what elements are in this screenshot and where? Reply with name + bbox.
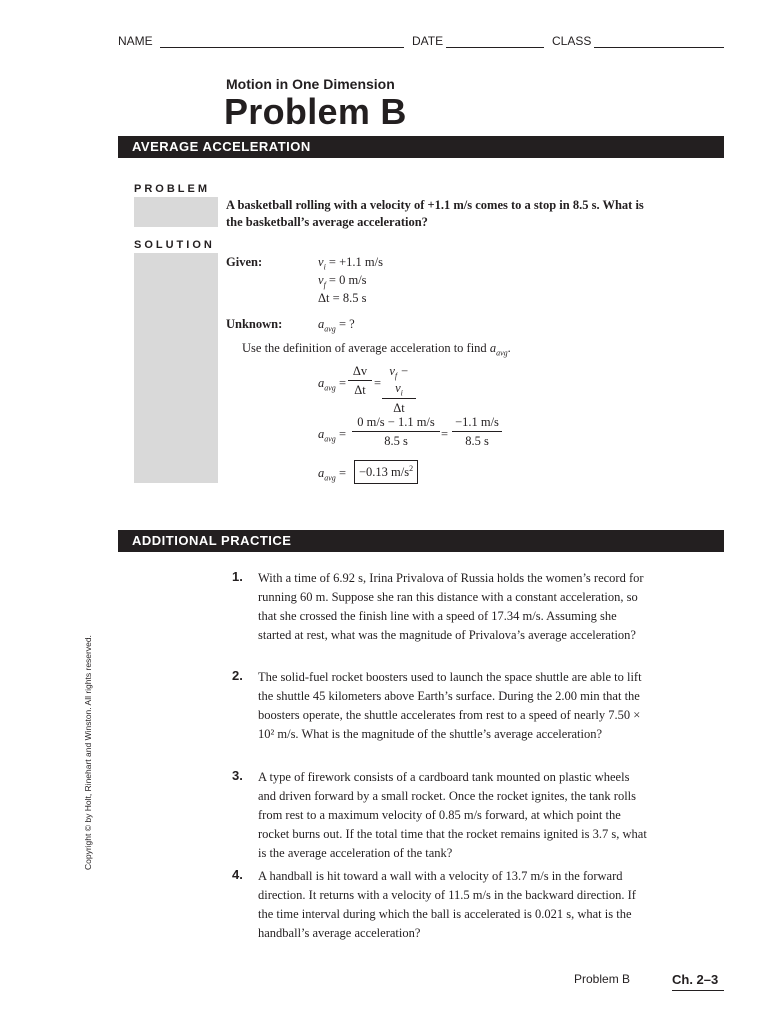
class-line bbox=[594, 47, 724, 48]
eq2-fraction-1: $\frac{0 m/s - 1.1 m/s}{8.5 s}$ bbox=[352, 415, 440, 449]
name-date-class-header bbox=[118, 34, 724, 50]
answer-box: −0.13 $m/s^2$ bbox=[354, 460, 418, 484]
instruction-text: Use the definition of average acceleration to find $a_{avg}$. bbox=[242, 341, 511, 358]
practice-number: 4. bbox=[232, 867, 243, 882]
chapter-subtitle: Motion in One Dimension bbox=[226, 76, 395, 92]
practice-text: A type of firework consists of a cardboard tank mounted on plastic wheels and driven forward by a small rocket. Once the rocket ignites, the tank rolls from rest to a maximum velocity of 0.85 m/s forward, at which point the rocket burns out. If the total time that the rocket remains ignited is 3.7 s, what is the average acceleration of the tank? bbox=[258, 770, 647, 860]
date-line bbox=[446, 47, 544, 48]
name-label: NAME bbox=[118, 34, 153, 48]
answer-lhs: $a_{avg}$ = bbox=[318, 466, 346, 483]
given-label: Given: bbox=[226, 255, 263, 269]
footer-underline bbox=[672, 990, 724, 991]
name-line bbox=[160, 47, 404, 48]
given-vi: $v_i = +1.1$ m/s bbox=[318, 255, 383, 272]
date-label: DATE bbox=[412, 34, 444, 48]
practice-number: 1. bbox=[232, 569, 243, 584]
problem-label: PROBLEM bbox=[134, 183, 210, 195]
footer-problem-label: Problem B bbox=[574, 972, 631, 986]
class-label: CLASS bbox=[552, 34, 592, 48]
problem-gray-block bbox=[134, 197, 218, 227]
eq1-fraction-2: $\frac{v_f - v_i}{\Delta t}$ bbox=[382, 364, 416, 416]
given-dt: Δt = 8.5 s bbox=[318, 291, 367, 305]
eq1-fraction-1: $\frac{\Delta v}{\Delta t}$ bbox=[348, 364, 372, 398]
practice-text: The solid-fuel rocket boosters used to launch the space shuttle are able to lift the shuttle 45 kilometers above Earth’s surface. During the 2.00 min that the boosters operate, the shuttle accelerates from rest to a speed of nearly 7.50 × 10² m/s. What is the magnitude of the shuttle’s average acceleration? bbox=[258, 670, 642, 741]
eq2-lhs: $a_{avg}$ = bbox=[318, 427, 346, 444]
section-bar-additional-practice: ADDITIONAL PRACTICE bbox=[118, 530, 724, 552]
solution-gray-block bbox=[134, 253, 218, 483]
given-vf: $v_f = 0$ m/s bbox=[318, 273, 367, 290]
eq2-equals: = bbox=[441, 427, 449, 441]
copyright-notice: Copyright © by Holt, Rinehart and Winston. All rights reserved. bbox=[83, 635, 93, 870]
problem-text: A basketball rolling with a velocity of +1.1 m/s comes to a stop in 8.5 s. What is the basketball’s average acceleration? bbox=[226, 198, 644, 229]
footer-chapter-page: Ch. 2–3 bbox=[672, 972, 719, 987]
eq1-equals: = bbox=[374, 376, 382, 390]
solution-label: SOLUTION bbox=[134, 239, 215, 251]
practice-text: A handball is hit toward a wall with a velocity of 13.7 m/s in the forward direction. It returns with a velocity of 11.5 m/s in the backward direction. If the time interval during which the ball is accelerated is 0.021 s, what is the handball’s average acceleration? bbox=[258, 869, 636, 940]
unknown-label: Unknown: bbox=[226, 317, 283, 331]
eq2-fraction-2: $\frac{-1.1 m/s}{8.5 s}$ bbox=[452, 415, 502, 449]
unknown-aavg: $a_{avg}$ = ? bbox=[318, 317, 355, 334]
practice-text: With a time of 6.92 s, Irina Privalova of Russia holds the women’s record for running 60 m. Suppose she ran this distance with a constant acceleration, so that she crossed the finish line with a speed of 17.34 m/s. Assuming she started at rest, what was the magnitude of Privalova’s average acceleration? bbox=[258, 571, 644, 642]
eq1-lhs: $a_{avg}$ = bbox=[318, 376, 346, 393]
section-bar-average-acceleration: AVERAGE ACCELERATION bbox=[118, 136, 724, 158]
page-title: Problem B bbox=[224, 91, 407, 132]
practice-number: 3. bbox=[232, 768, 243, 783]
practice-number: 2. bbox=[232, 668, 243, 683]
